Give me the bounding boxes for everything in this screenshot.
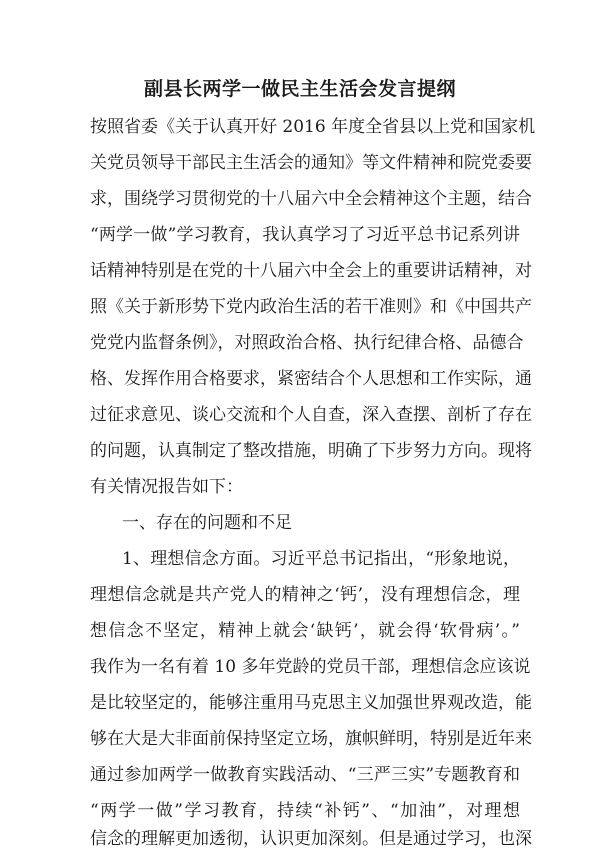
document-title: 副县长两学一做民主生活会发言提纲 [143,78,456,100]
paragraph-line: 是比较坚定的，能够注重用马克思主义加强世界观改造，能 [90,693,532,713]
paragraph-line: 党党内监督条例》，对照政治合格、执行纪律合格、品德合 [90,333,524,353]
section-heading: 一、存在的问题和不足 [122,513,292,533]
paragraph-line: 想信念不坚定，精神上就会‘缺钙’，就会得‘软骨病’。” [90,621,520,641]
paragraph-line: 过征求意见、谈心交流和个人自查，深入查摆、剖析了存在 [90,405,532,425]
paragraph-line: 格、发挥作用合格要求，紧密结合个人思想和工作实际，通 [90,369,532,389]
paragraph-line: 通过参加两学一做教育实践活动、“三严三实”专题教育和 [90,765,520,785]
paragraph-line: 够在大是大非面前保持坚定立场，旗帜鲜明，特别是近年来 [90,729,532,749]
paragraph-line: “两学一做”学习教育，持续“补钙”、“加油”，对理想 [90,801,520,821]
paragraph-line: 我作为一名有着 10 多年党龄的党员干部，理想信念应该说 [90,657,531,677]
paragraph-line: 话精神特别是在党的十八届六中全会上的重要讲话精神，对 [90,261,532,281]
paragraph-line: 有关情况报告如下： [90,477,243,497]
paragraph-line: 信念的理解更加透彻，认识更加深刻。但是通过学习，也深 [90,829,532,849]
paragraph-line: 1、理想信念方面。习近平总书记指出，“形象地说， [122,549,520,569]
paragraph-line: 理想信念就是共产党人的精神之‘钙’，没有理想信念，理 [90,585,520,605]
paragraph-line: “两学一做”学习教育，我认真学习了习近平总书记系列讲 [90,225,520,245]
paragraph-line: 照《关于新形势下党内政治生活的若干准则》和《中国共产 [90,297,532,317]
paragraph-line: 的问题，认真制定了整改措施，明确了下步努力方向。现将 [90,441,532,461]
paragraph-line: 按照省委《关于认真开好 2016 年度全省县以上党和国家机 [90,117,536,137]
paragraph-line: 关党员领导干部民主生活会的通知》等文件精神和院党委要 [90,153,532,173]
paragraph-line: 求，围绕学习贯彻党的十八届六中全会精神这个主题，结合 [90,189,532,209]
